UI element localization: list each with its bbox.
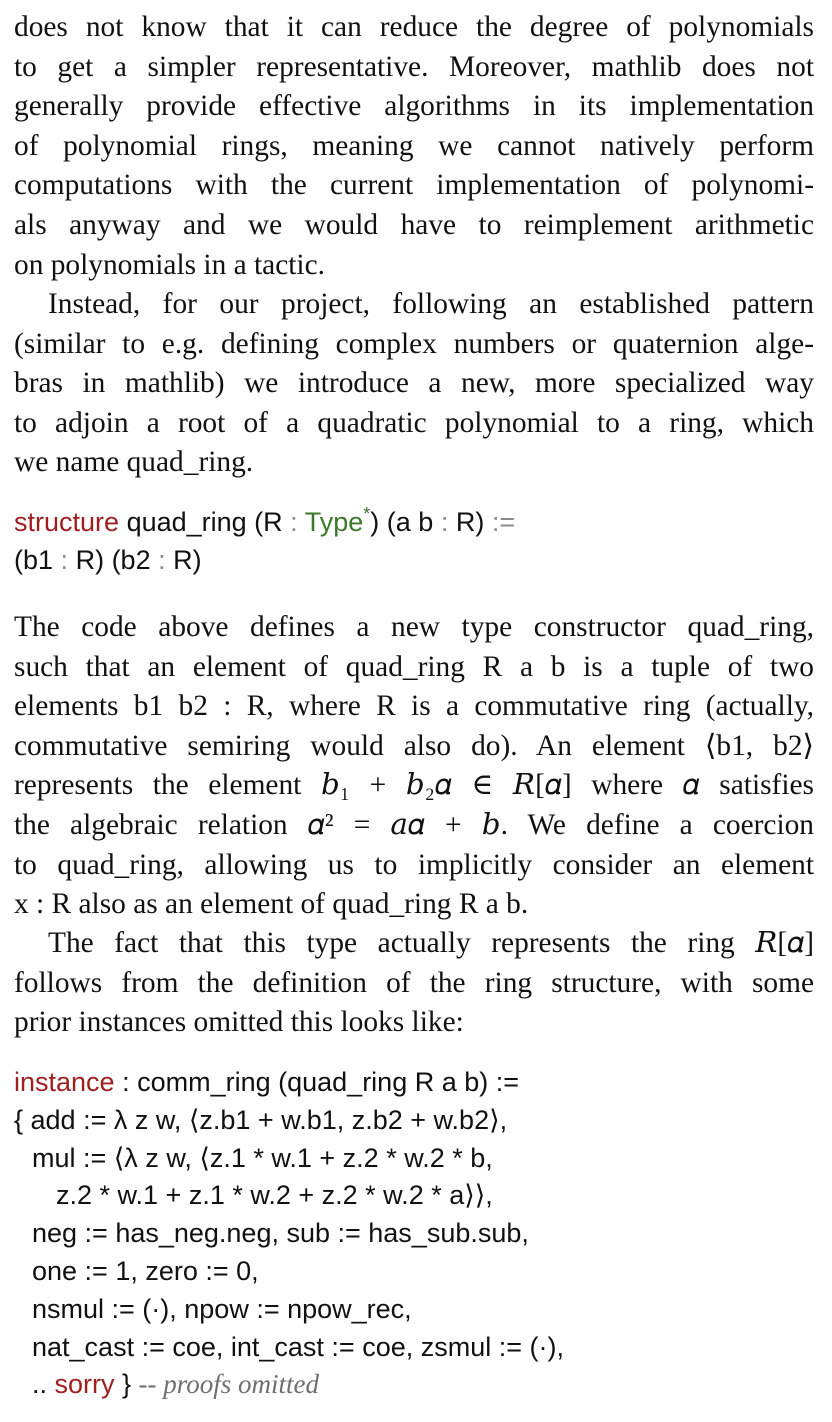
code-text: ) (a b [370, 507, 434, 537]
paragraph-3-line: represents the element 𝑏₁ + 𝑏₂𝛼 ∈ 𝑅[𝛼] where 𝛼 satisfies [14, 769, 814, 802]
code-text: R) [173, 544, 202, 575]
code-line: neg := has_neg.neg, sub := has_sub.sub, [32, 1218, 529, 1249]
code-line: nsmul := (·), npow := npow_rec, [32, 1293, 412, 1324]
paragraph-4-line: prior instances omitted this looks like: [14, 1006, 464, 1039]
code-line: { add := λ z w, ⟨z.b1 + w.b1, z.b2 + w.b2⟩, [14, 1104, 508, 1135]
paragraph-3-line: The code above defines a new type constructor quad_ring, [14, 611, 814, 643]
paragraph-1-line: computations with the current implementation of polynomi- [14, 169, 814, 202]
paragraph-4-line: The fact that this type actually represents the ring 𝑅[𝛼] [48, 927, 814, 959]
code-line: one := 1, zero := 0, [32, 1255, 259, 1286]
paragraph-3-line: commutative semiring would also do). An element ⟨b1, b2⟩ [14, 729, 814, 762]
paragraph-1-line: als anyway and we would have to reimplement arithmetic [14, 208, 814, 241]
code-line: nat_cast := coe, int_cast := coe, zsmul := (·), [32, 1331, 564, 1362]
paragraph-1-line: generally provide effective algorithms in its implementation [14, 90, 814, 123]
paragraph-2-line: (similar to e.g. defining complex numbers or quaternion alge- [14, 327, 814, 360]
paragraph-2 [14, 285, 814, 483]
colon-operator: : [158, 544, 166, 575]
paragraph-4-line: follows from the definition of the ring structure, with some [14, 966, 814, 999]
keyword-instance: instance [14, 1067, 115, 1097]
paragraph-3-line: to quad_ring, allowing us to implicitly consider an element [14, 848, 814, 881]
code-text: R) [455, 507, 485, 537]
colon-operator: : [440, 507, 449, 537]
code-line [14, 1064, 814, 1102]
paragraph-1 [14, 8, 814, 285]
code-text: R) (b2 [75, 544, 151, 575]
code-text: : comm_ring (quad_ring R a b) := [114, 1067, 520, 1097]
paragraph-2-line: to adjoin a root of a quadratic polynomial to a ring, which [14, 406, 814, 439]
code-comment: -- proofs omitted [138, 1369, 320, 1400]
code-line [14, 504, 814, 542]
paragraph-2-line: bras in mathlib) we introduce a new, more specialized way [14, 367, 814, 400]
paragraph-1-line: to get a simpler representative. Moreover, mathlib does not [14, 50, 814, 83]
paragraph-3-line: such that an element of quad_ring R a b is a tuple of two [14, 650, 814, 683]
code-block-structure [14, 504, 814, 580]
assign-operator: := [491, 507, 516, 537]
colon-operator: : [290, 507, 298, 537]
code-line: z.2 * w.1 + z.1 * w.2 + z.2 * w.2 * a⟩⟩, [56, 1180, 493, 1211]
code-text: } [114, 1369, 139, 1400]
code-text: .. [32, 1369, 55, 1400]
code-text: (b1 [14, 544, 54, 575]
paragraph-3-line: the algebraic relation 𝛼² = 𝑎𝛼 + 𝑏. We define a coercion [14, 808, 814, 841]
keyword-type: Type* [304, 504, 371, 537]
paragraph-1-line: on polynomials in a tactic. [14, 248, 325, 281]
code-text: quad_ring (R [126, 507, 283, 537]
code-block-instance [14, 1064, 814, 1404]
code-line: mul := ⟨λ z w, ⟨z.1 * w.1 + z.2 * w.2 * b, [32, 1142, 493, 1173]
paragraph-3 [14, 608, 814, 925]
paragraph-4 [14, 924, 814, 1043]
paragraph-3-line: x : R also as an element of quad_ring R a b. [14, 888, 529, 921]
code-line [14, 542, 814, 580]
keyword-sorry: sorry [54, 1369, 115, 1400]
paragraph-2-line: we name quad_ring. [14, 446, 254, 479]
code-line [14, 1366, 814, 1404]
paragraph-1-line: of polynomial rings, meaning we cannot natively perform [14, 129, 814, 162]
paragraph-1-line: does not know that it can reduce the degree of polynomials [14, 11, 814, 43]
keyword-structure: structure [14, 507, 120, 537]
paragraph-3-line: elements b1 b2 : R, where R is a commutative ring (actually, [14, 690, 814, 723]
colon-operator: : [60, 544, 69, 575]
paragraph-2-line: Instead, for our project, following an established pattern [48, 288, 814, 320]
